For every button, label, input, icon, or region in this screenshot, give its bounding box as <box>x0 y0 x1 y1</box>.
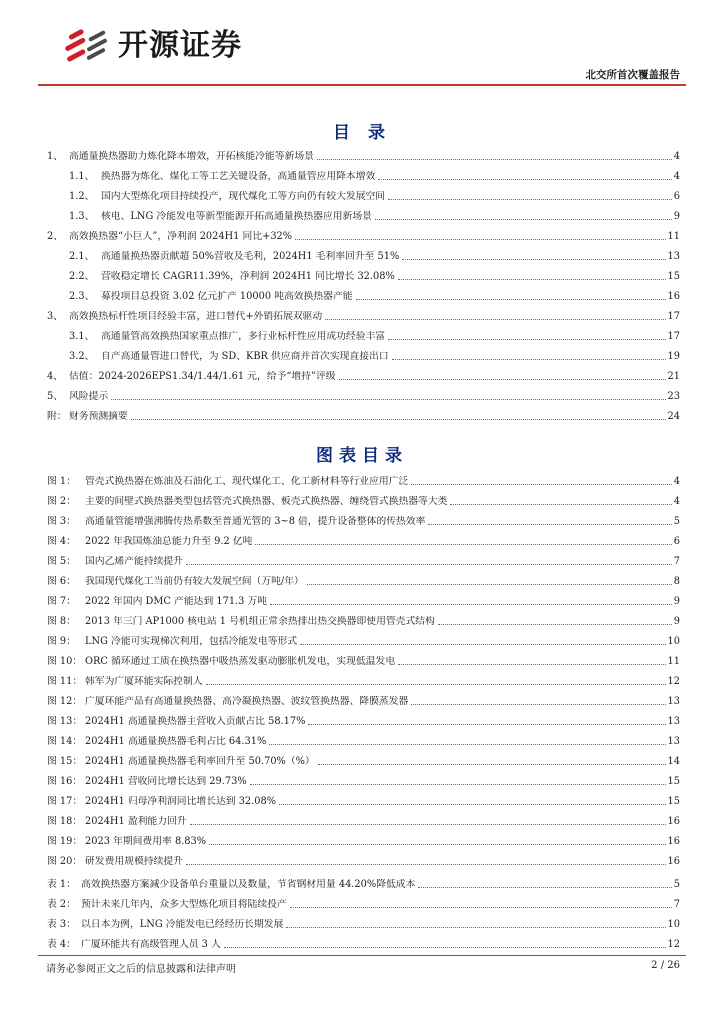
entry-title: 高效换热器“小巨人”，净利润 2024H1 同比+32% <box>69 231 293 242</box>
toc-entry[interactable] <box>47 568 680 588</box>
entry-title: 2023 年期间费用率 8.83% <box>85 836 207 847</box>
entry-number: 表 1： <box>47 879 76 890</box>
entry-number: 图 11： <box>47 676 83 687</box>
entry-page: 13 <box>667 696 680 707</box>
dot-leader <box>402 259 665 260</box>
entry-title: 2024H1 归母净利润同比增长达到 32.08% <box>85 796 277 807</box>
entry-title: 高通量管高效换热国家重点推广，多行业标杆性应用成功经验丰富 <box>101 331 386 342</box>
toc-entry[interactable] <box>47 263 680 283</box>
dot-leader <box>286 927 665 928</box>
toc-entry[interactable] <box>47 848 680 868</box>
entry-page: 9 <box>673 211 680 222</box>
dot-leader <box>450 504 671 505</box>
toc-entry[interactable] <box>47 508 680 528</box>
dot-leader <box>295 239 665 240</box>
dot-leader <box>318 764 666 765</box>
entry-number: 图 15： <box>47 756 83 767</box>
toc-entry[interactable] <box>47 871 680 891</box>
dot-leader <box>190 824 666 825</box>
entry-page: 8 <box>673 576 680 587</box>
header-divider <box>38 84 686 86</box>
entry-page: 4 <box>673 171 680 182</box>
entry-page: 4 <box>673 151 680 162</box>
entry-page: 23 <box>667 391 680 402</box>
entry-number: 1.3、 <box>69 211 95 222</box>
dot-leader <box>317 159 672 160</box>
entry-page: 21 <box>667 371 680 382</box>
entry-number: 2、 <box>47 231 64 242</box>
entry-page: 17 <box>667 311 680 322</box>
entry-page: 16 <box>667 836 680 847</box>
entry-title: 2013 年三门 AP1000 核电站 1 号机组正常余热排出热交换器即使用管壳式结构 <box>85 616 435 627</box>
entry-number: 图 3： <box>47 516 76 527</box>
entry-title: 2022 年我国炼油总能力升至 9.2 亿吨 <box>85 536 253 547</box>
dot-leader <box>392 359 666 360</box>
entry-title: 预计未来几年内，众多大型炼化项目将陆续投产 <box>81 899 287 910</box>
entry-title: 国内大型炼化项目持续投产，现代煤化工等方向仍有较大发展空间 <box>101 191 386 202</box>
table-of-contents <box>47 143 680 423</box>
entry-title: 核电、LNG 冷能发电等新型能源开拓高通量换热器应用新场景 <box>101 211 372 222</box>
toc-entry[interactable] <box>47 588 680 608</box>
entry-page: 16 <box>667 856 680 867</box>
toc-entry[interactable] <box>47 183 680 203</box>
disclaimer: 请务必参阅正文之后的信息披露和法律声明 <box>46 964 236 975</box>
entry-number: 5、 <box>47 391 64 402</box>
toc-entry[interactable] <box>47 788 680 808</box>
dot-leader <box>438 624 672 625</box>
list-of-tables <box>47 871 680 951</box>
dot-leader <box>418 887 671 888</box>
toc-entry[interactable] <box>47 548 680 568</box>
entry-page: 5 <box>673 516 680 527</box>
toc-entry[interactable] <box>47 648 680 668</box>
entry-title: 2022 年国内 DMC 产能达到 171.3 万吨 <box>85 596 268 607</box>
entry-title: LNG 冷能可实现梯次利用，包括冷能发电等形式 <box>85 636 298 647</box>
toc-entry[interactable] <box>47 608 680 628</box>
dot-leader <box>398 279 666 280</box>
toc-entry[interactable] <box>47 728 680 748</box>
entry-title: 高效换热标杆性项目经验丰富，进口替代+外销拓展双驱动 <box>69 311 323 322</box>
entry-page: 9 <box>673 616 680 627</box>
dot-leader <box>250 784 666 785</box>
dot-leader <box>398 664 665 665</box>
entry-title: 2024H1 高通量换热器毛利占比 64.31% <box>85 736 267 747</box>
toc-entry[interactable] <box>47 891 680 911</box>
entry-number: 3.2、 <box>69 351 95 362</box>
entry-page: 9 <box>673 596 680 607</box>
page-number: 2 / 26 <box>651 960 680 971</box>
entry-page: 13 <box>667 736 680 747</box>
entry-number: 2.1、 <box>69 251 95 262</box>
entry-title: 财务预测摘要 <box>69 411 128 422</box>
dot-leader <box>428 524 671 525</box>
entry-number: 1、 <box>47 151 64 162</box>
entry-page: 19 <box>667 351 680 362</box>
entry-title: 广厦环能共有高级管理人员 3 人 <box>81 939 221 950</box>
toc-entry[interactable] <box>47 203 680 223</box>
dot-leader <box>411 704 665 705</box>
entry-page: 11 <box>667 231 680 242</box>
entry-title: 高通量换热器助力炼化降本增效，开拓核能冷能等新场景 <box>69 151 314 162</box>
entry-page: 15 <box>667 796 680 807</box>
entry-number: 1.2、 <box>69 191 95 202</box>
toc-entry[interactable] <box>47 688 680 708</box>
toc-entry[interactable] <box>47 363 680 383</box>
toc-entry[interactable] <box>47 931 680 951</box>
entry-title: 换热器为炼化、煤化工等工艺关键设备，高通量管应用降本增效 <box>101 171 376 182</box>
toc-entry[interactable] <box>47 383 680 403</box>
entry-number: 2.3、 <box>69 291 95 302</box>
entry-title: 2024H1 高通量换热器毛利率回升至 50.70%（%） <box>85 756 315 767</box>
dot-leader <box>186 864 666 865</box>
brand-logo-icon <box>64 28 114 66</box>
entry-page: 6 <box>673 191 680 202</box>
entry-title: 广厦环能产品有高通量换热器、高冷凝换热器、波纹管换热器、降膜蒸发器 <box>85 696 409 707</box>
entry-number: 表 2： <box>47 899 76 910</box>
toc-entry[interactable] <box>47 468 680 488</box>
entry-number: 4、 <box>47 371 64 382</box>
entry-title: 估值：2024-2026EPS1.34/1.44/1.61 元，给予“增持”评级 <box>69 371 336 382</box>
dot-leader <box>356 299 666 300</box>
entry-number: 图 17： <box>47 796 83 807</box>
entry-number: 附： <box>47 411 67 422</box>
list-of-figures <box>47 468 680 868</box>
entry-title: 主要的间壁式换热器类型包括管壳式换热器、板壳式换热器、缠绕管式换热器等大类 <box>85 496 448 507</box>
dot-leader <box>186 564 672 565</box>
entry-title: 2024H1 盈利能力回升 <box>85 816 187 827</box>
entry-number: 图 10： <box>47 656 83 667</box>
entry-page: 15 <box>667 271 680 282</box>
brand-name: 开源证券 <box>118 28 242 63</box>
dot-leader <box>290 907 672 908</box>
entry-number: 2.2、 <box>69 271 95 282</box>
entry-page: 6 <box>673 536 680 547</box>
toc-entry[interactable] <box>47 143 680 163</box>
entry-title: 风险提示 <box>69 391 109 402</box>
toc-entry[interactable] <box>47 528 680 548</box>
dot-leader <box>270 604 672 605</box>
dot-leader <box>224 947 666 948</box>
dot-leader <box>325 319 665 320</box>
dot-leader <box>206 684 666 685</box>
page-footer <box>38 955 686 975</box>
toc-entry[interactable] <box>47 403 680 423</box>
entry-title: 以日本为例，LNG 冷能发电已经经历长期发展 <box>81 919 284 930</box>
dot-leader <box>375 219 672 220</box>
entry-title: 自产高通量管进口替代，为 SD、KBR 供应商并首次实现直接出口 <box>101 351 389 362</box>
toc-entry[interactable] <box>47 911 680 931</box>
entry-page: 10 <box>667 636 680 647</box>
toc-entry[interactable] <box>47 748 680 768</box>
entry-page: 17 <box>667 331 680 342</box>
entry-number: 图 18： <box>47 816 83 827</box>
dot-leader <box>388 199 672 200</box>
entry-number: 图 12： <box>47 696 83 707</box>
dot-leader <box>300 644 665 645</box>
entry-number: 图 1： <box>47 476 76 487</box>
entry-page: 24 <box>667 411 680 422</box>
toc-entry[interactable] <box>47 323 680 343</box>
entry-title: 研发费用规模持续提升 <box>85 856 183 867</box>
entry-number: 图 4： <box>47 536 76 547</box>
dot-leader <box>111 399 665 400</box>
entry-number: 3、 <box>47 311 64 322</box>
entry-title: 2024H1 高通量换热器主营收入贡献占比 58.17% <box>85 716 306 727</box>
entry-title: 2024H1 营收同比增长达到 29.73% <box>85 776 247 787</box>
entry-title: 营收稳定增长 CAGR11.39%，净利润 2024H1 同比增长 32.08% <box>101 271 395 282</box>
entry-page: 16 <box>667 291 680 302</box>
entry-number: 图 9： <box>47 636 76 647</box>
entry-title: 高通量换热器贡献超 50%营收及毛利，2024H1 毛利率回升至 51% <box>101 251 400 262</box>
entry-page: 12 <box>667 676 680 687</box>
entry-number: 图 14： <box>47 736 83 747</box>
entry-title: ORC 循环通过工质在换热器中吸热蒸发驱动膨胀机发电，实现低温发电 <box>85 656 396 667</box>
entry-number: 图 13： <box>47 716 83 727</box>
entry-title: 国内乙烯产能持续提升 <box>85 556 183 567</box>
entry-page: 13 <box>667 251 680 262</box>
entry-number: 表 3： <box>47 919 76 930</box>
entry-title: 我国现代煤化工当前仍有较大发展空间（万吨/年） <box>85 576 304 587</box>
dot-leader <box>131 419 666 420</box>
entry-number: 图 7： <box>47 596 76 607</box>
dot-leader <box>388 339 665 340</box>
page-header <box>38 22 686 84</box>
entry-page: 15 <box>667 776 680 787</box>
entry-page: 12 <box>667 939 680 950</box>
toc-entry[interactable] <box>47 283 680 303</box>
dot-leader <box>378 179 671 180</box>
dot-leader <box>279 804 665 805</box>
dot-leader <box>411 484 671 485</box>
dot-leader <box>308 724 665 725</box>
entry-number: 图 16： <box>47 776 83 787</box>
entry-page: 7 <box>673 899 680 910</box>
entry-page: 16 <box>667 816 680 827</box>
toc-entry[interactable] <box>47 808 680 828</box>
toc-entry[interactable] <box>47 303 680 323</box>
toc-entry[interactable] <box>47 708 680 728</box>
entry-page: 14 <box>667 756 680 767</box>
entry-title: 募投项目总投资 3.02 亿元扩产 10000 吨高效换热器产能 <box>101 291 353 302</box>
figures-title: 图表目录 <box>316 446 408 466</box>
entry-number: 图 19： <box>47 836 83 847</box>
entry-title: 管壳式换热器在炼油及石油化工、现代煤化工、化工新材料等行业应用广泛 <box>85 476 409 487</box>
dot-leader <box>339 379 666 380</box>
entry-page: 10 <box>667 919 680 930</box>
entry-page: 5 <box>673 879 680 890</box>
toc-entry[interactable] <box>47 668 680 688</box>
toc-entry[interactable] <box>47 343 680 363</box>
dot-leader <box>307 584 672 585</box>
toc-entry[interactable] <box>47 768 680 788</box>
entry-title: 高效换热器方案减少设备单台重量以及数量，节省钢材用量 44.20%降低成本 <box>81 879 416 890</box>
entry-page: 4 <box>673 476 680 487</box>
entry-number: 表 4： <box>47 939 76 950</box>
entry-page: 4 <box>673 496 680 507</box>
entry-title: 韩军为广厦环能实际控制人 <box>85 676 203 687</box>
toc-entry[interactable] <box>47 243 680 263</box>
report-type: 北交所首次覆盖报告 <box>585 69 680 81</box>
dot-leader <box>269 744 665 745</box>
entry-page: 13 <box>667 716 680 727</box>
toc-entry[interactable] <box>47 163 680 183</box>
entry-number: 图 8： <box>47 616 76 627</box>
entry-number: 3.1、 <box>69 331 95 342</box>
entry-page: 7 <box>673 556 680 567</box>
dot-leader <box>255 544 671 545</box>
entry-number: 图 2： <box>47 496 76 507</box>
entry-number: 图 20： <box>47 856 83 867</box>
toc-entry[interactable] <box>47 223 680 243</box>
toc-entry[interactable] <box>47 628 680 648</box>
entry-number: 1.1、 <box>69 171 95 182</box>
entry-title: 高通量管能增强沸腾传热系数至普通光管的 3~8 倍，提升设备整体的传热效率 <box>85 516 426 527</box>
entry-page: 11 <box>667 656 680 667</box>
dot-leader <box>209 844 665 845</box>
entry-number: 图 5： <box>47 556 76 567</box>
toc-entry[interactable] <box>47 828 680 848</box>
entry-number: 图 6： <box>47 576 76 587</box>
toc-entry[interactable] <box>47 488 680 508</box>
toc-title: 目 录 <box>333 123 391 143</box>
